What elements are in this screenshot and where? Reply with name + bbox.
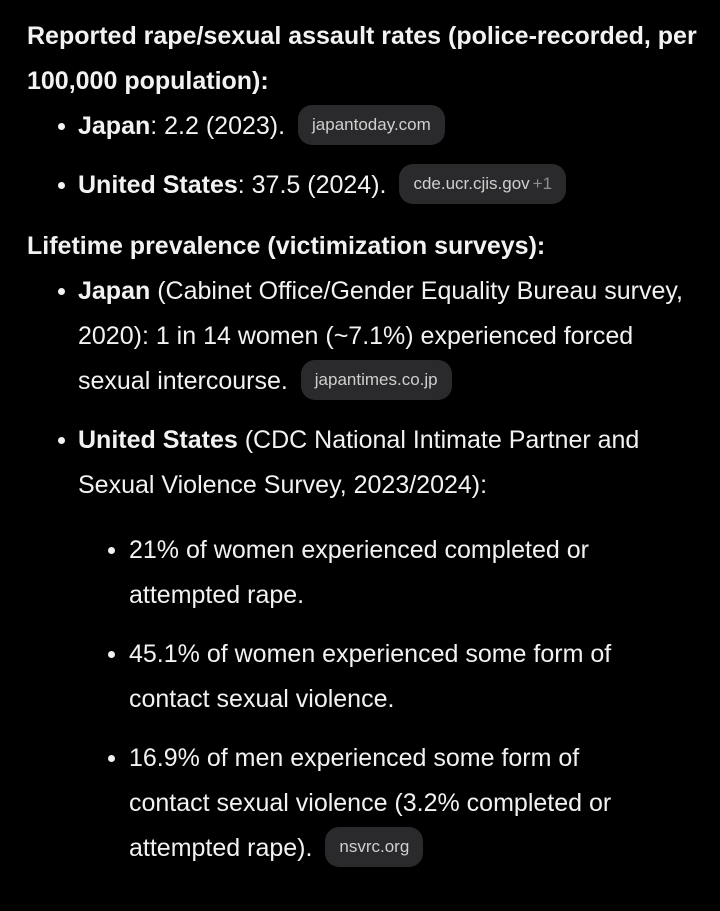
country-label: United States [78, 171, 238, 199]
sublist-item-women-contact-violence: 45.1% of women experienced some form of contact sexual violence. [78, 632, 690, 722]
source-chip-extra-count: +1 [532, 174, 553, 194]
rate-text: : 37.5 (2024). [237, 171, 387, 199]
list-item-japan-survey [27, 269, 720, 404]
source-chip-cde-ucr[interactable] [399, 164, 566, 204]
survey-text: (Cabinet Office/Gender Equality Bureau survey, 2020): 1 in 14 women (~7.1%) experienced forced sexual intercourse. [78, 277, 683, 395]
list-item-us-rate [27, 163, 720, 208]
country-label: Japan [78, 277, 151, 305]
sublist-item-men-contact-violence [78, 736, 690, 871]
list-item-japan-rate [27, 104, 720, 149]
country-label: United States [78, 426, 238, 454]
source-chip-japantimes[interactable] [301, 360, 452, 400]
source-chip-nsvrc[interactable] [325, 827, 423, 867]
survey-text: (CDC National Intimate Partner and Sexual Violence Survey, 2023/2024): [78, 426, 640, 499]
source-chip-label: nsvrc.org [339, 837, 410, 857]
source-chip-label: japantoday.com [312, 115, 431, 135]
reported-rates-list [27, 104, 720, 208]
sublist-item-women-rape: 21% of women experienced completed or attempted rape. [78, 528, 690, 618]
source-chip-label: cde.ucr.cjis.gov [413, 174, 530, 194]
source-chip-label: japantimes.co.jp [314, 370, 438, 390]
section-heading-reported-rates: Reported rape/sexual assault rates (police-recorded, per 100,000 population): [27, 22, 697, 95]
source-chip-japantoday[interactable] [298, 105, 445, 145]
list-item-us-survey [27, 418, 720, 871]
country-label: Japan [78, 112, 151, 140]
section-heading-lifetime-prevalence: Lifetime prevalence (victimization surveys): [27, 232, 546, 260]
sublist-item-text: 16.9% of men experienced some form of contact sexual violence (3.2% completed or attempted rape). [129, 744, 612, 862]
lifetime-prevalence-list [27, 269, 720, 871]
rate-text: : 2.2 (2023). [150, 112, 286, 140]
us-survey-sublist [78, 528, 690, 871]
